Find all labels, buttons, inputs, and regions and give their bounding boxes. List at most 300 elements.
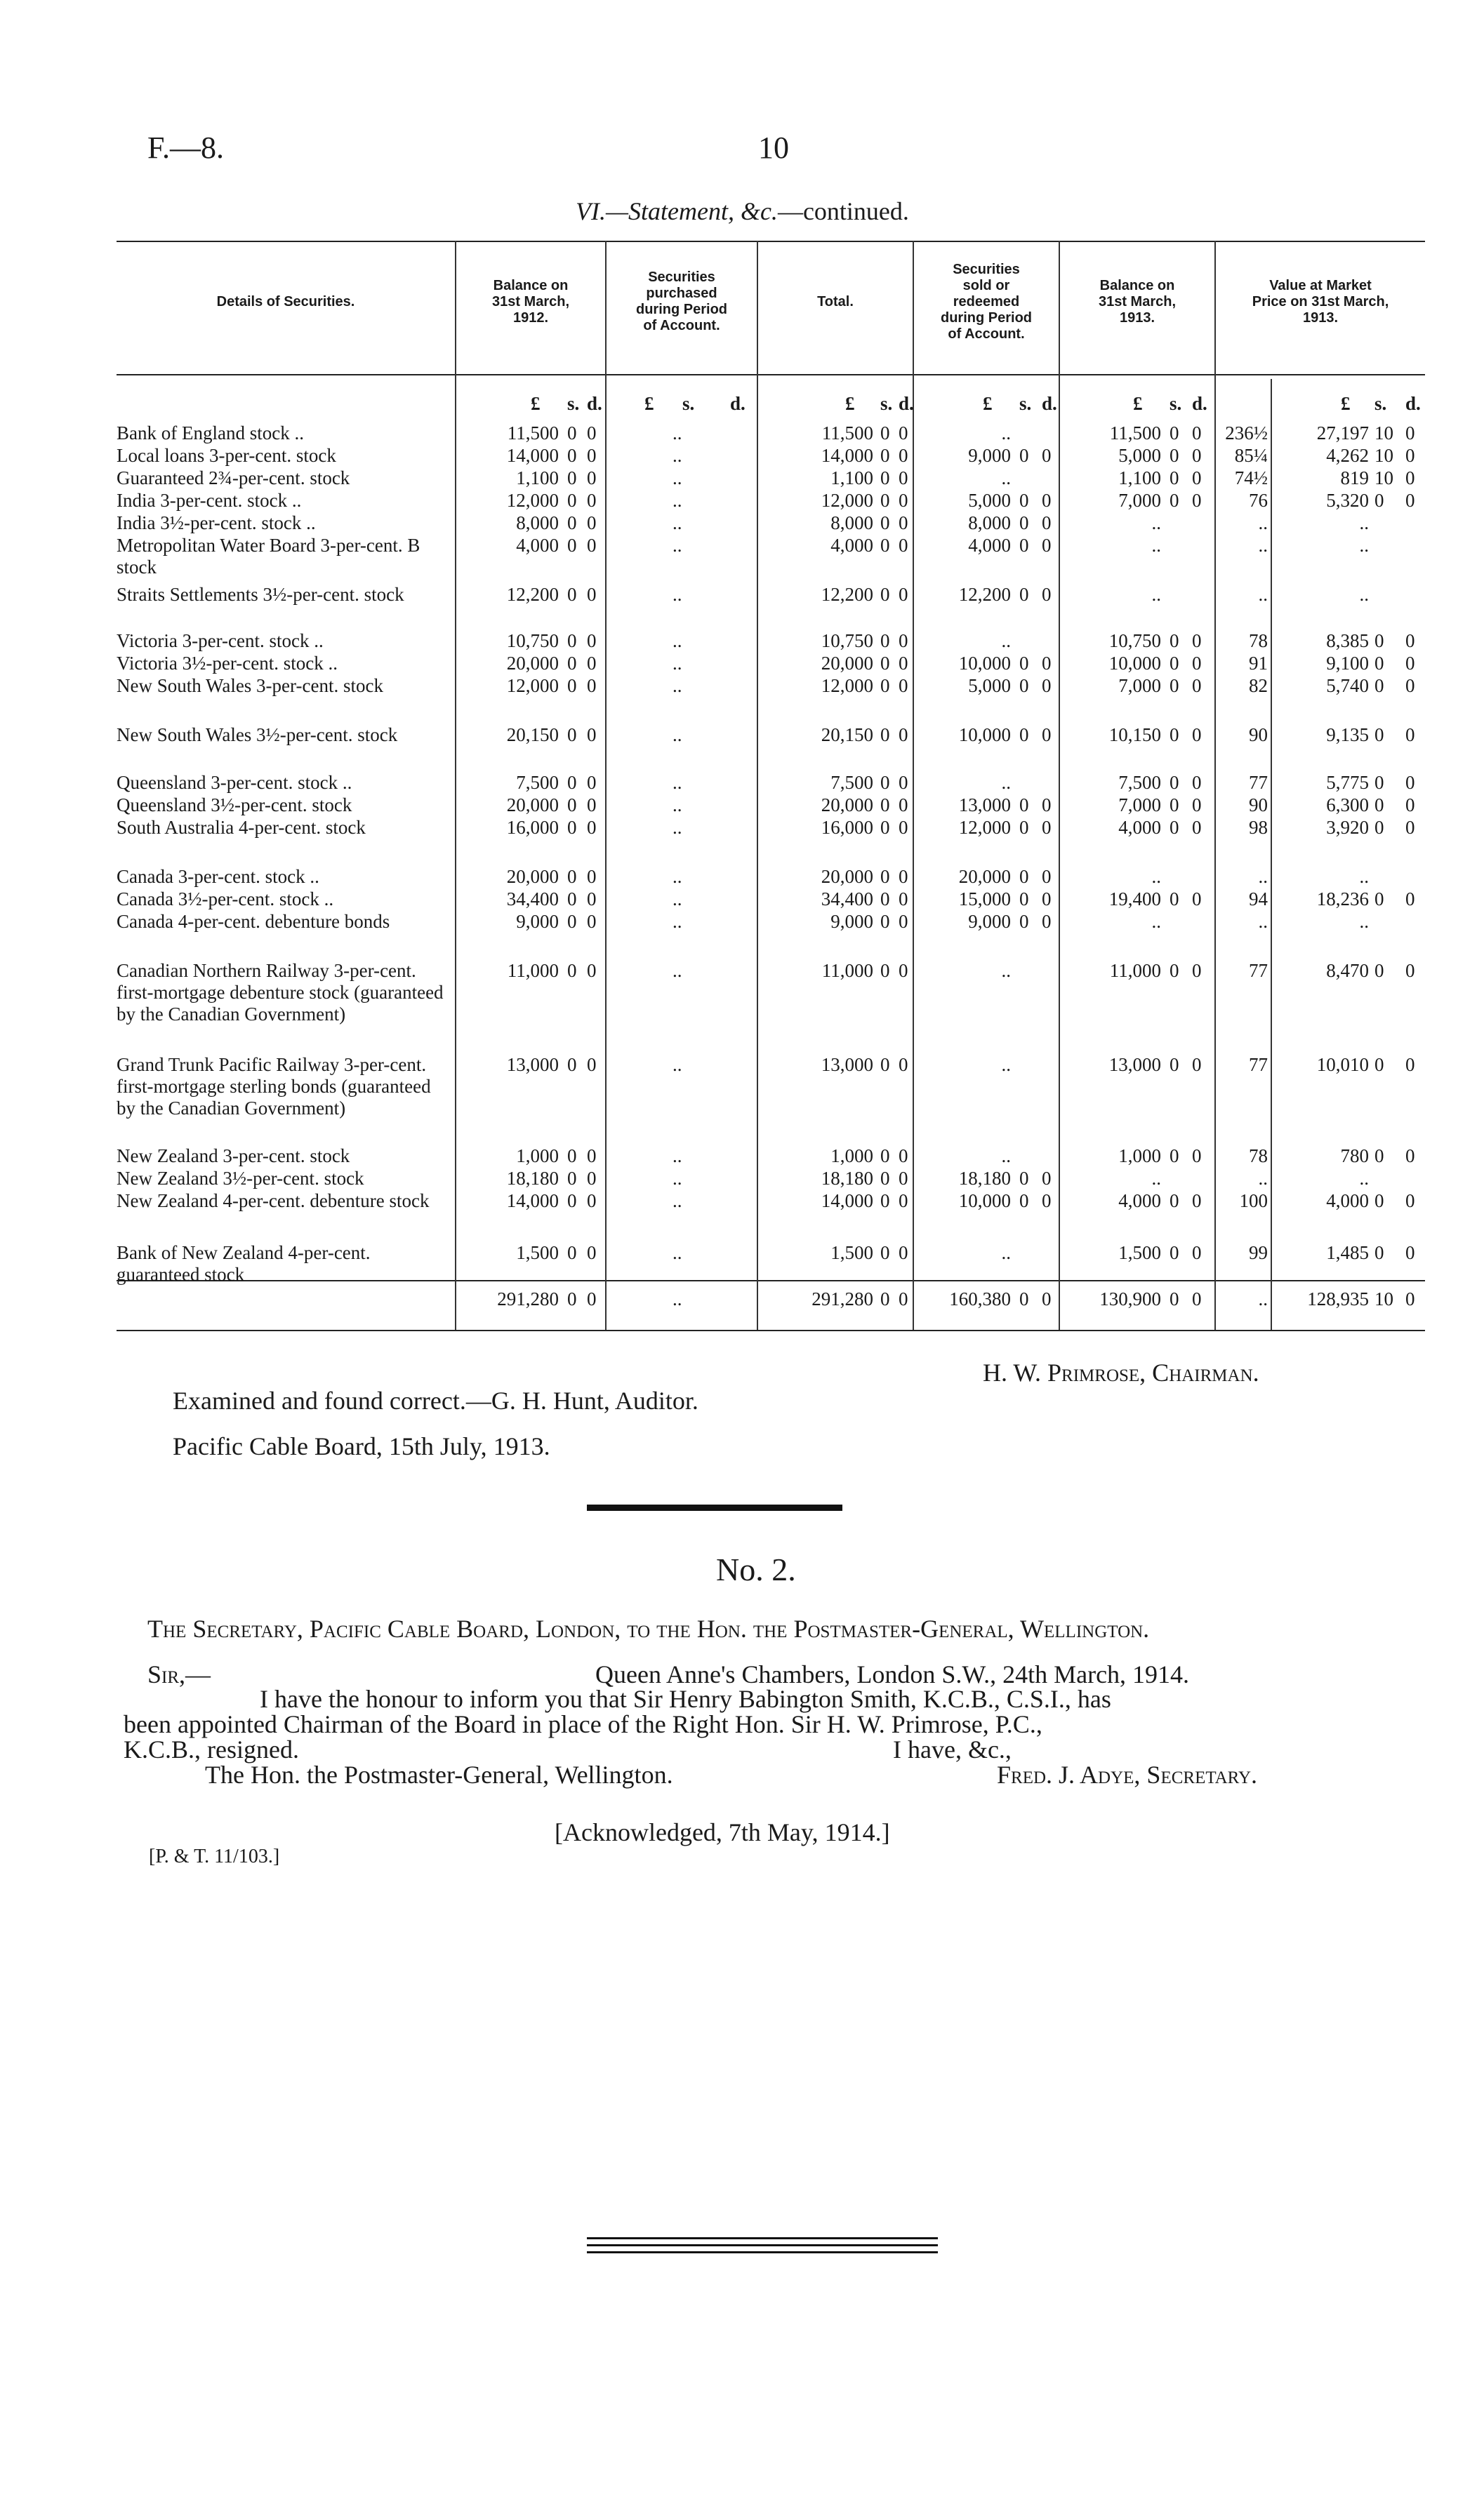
acknowledged-note: [Acknowledged, 7th May, 1914.]	[555, 1818, 890, 1846]
end-rule	[587, 2237, 938, 2239]
bal1913-pence: 0	[1192, 960, 1202, 981]
pence-unit: d.	[1405, 393, 1421, 414]
value-shillings: 0	[1374, 1054, 1384, 1075]
value-pounds: 5,740	[1326, 675, 1369, 696]
bal1912-pounds: 20,000	[506, 794, 559, 815]
total-pence: 0	[899, 535, 908, 556]
value-shillings: 0	[1374, 630, 1384, 651]
bal1912-total-pence: 0	[587, 1288, 597, 1309]
value-pounds: 1,485	[1326, 1242, 1369, 1263]
value-pounds: 10,010	[1316, 1054, 1369, 1075]
value-pounds: 4,262	[1326, 445, 1369, 466]
security-name: New Zealand 3½-per-cent. stock	[117, 1168, 364, 1189]
bal1912-pence: 0	[587, 1145, 597, 1166]
bal1912-shillings: 0	[567, 653, 577, 674]
salutation: Sir,—	[147, 1660, 211, 1688]
bal1912-pounds: 20,150	[506, 724, 559, 745]
total-pounds: 34,400	[821, 888, 873, 909]
sold-shillings: 0	[1019, 817, 1029, 838]
bal1913-pence: 0	[1192, 724, 1202, 745]
bal1913-pence: 0	[1192, 675, 1202, 696]
security-name: Queensland 3½-per-cent. stock	[117, 794, 352, 815]
total-pence: 0	[899, 490, 908, 511]
sold-total-pence: 0	[1042, 1288, 1052, 1309]
security-name: Guaranteed 2¾-per-cent. stock	[117, 467, 350, 488]
value-pence: 0	[1405, 422, 1415, 444]
bal1912-shillings: 0	[567, 866, 577, 887]
value-pounds: ..	[1359, 866, 1369, 887]
bal1913-pounds: 1,100	[1118, 467, 1161, 488]
purchased-value: ..	[673, 535, 682, 556]
market-price: ..	[1258, 866, 1268, 887]
bal1912-pence: 0	[587, 535, 597, 556]
total-shillings: 0	[880, 772, 890, 793]
security-name: Canada 3½-per-cent. stock ..	[117, 888, 334, 909]
total-pence: 0	[899, 630, 908, 651]
security-name: Bank of New Zealand 4-per-cent. guaranteed stock	[117, 1242, 371, 1285]
bal1912-pounds: 20,000	[506, 866, 559, 887]
letter-heading: The Secretary, Pacific Cable Board, London, to the Hon. the Postmaster-General, Wellington.	[147, 1615, 1150, 1643]
value-pounds: 9,135	[1326, 724, 1369, 745]
total-pence: 0	[899, 1242, 908, 1263]
purchased-value: ..	[673, 1168, 682, 1189]
header-sold: Securities sold or redeemed during Period of Account.	[941, 261, 1032, 342]
total-shillings: 0	[880, 960, 890, 981]
bal1913-pounds: 1,500	[1118, 1242, 1161, 1263]
sold-pence: 0	[1042, 724, 1052, 745]
bal1913-pounds: 11,500	[1109, 422, 1161, 444]
table-caption	[576, 196, 909, 226]
total-pence: 0	[899, 911, 908, 932]
total-shillings: 0	[880, 445, 890, 466]
sold-pounds: 10,000	[958, 653, 1011, 674]
pound-unit: £	[1133, 393, 1143, 414]
purchased-value: ..	[673, 584, 682, 605]
market-price: ..	[1258, 1168, 1268, 1189]
secretary-signature: Fred. J. Adye, Secretary.	[997, 1761, 1258, 1789]
purchased-value: ..	[673, 1054, 682, 1075]
total-shillings: 0	[880, 675, 890, 696]
total-shillings: 0	[880, 817, 890, 838]
total-pence: 0	[899, 1054, 908, 1075]
total-pence: 0	[899, 724, 908, 745]
bal1913-shillings: 0	[1170, 1145, 1179, 1166]
header-total: Total.	[817, 293, 854, 309]
bal1912-shillings: 0	[567, 535, 577, 556]
total-pounds: 12,000	[821, 490, 873, 511]
sold-pounds: 4,000	[968, 535, 1011, 556]
purchased-value: ..	[673, 794, 682, 815]
bal1912-pence: 0	[587, 817, 597, 838]
purchased-value: ..	[673, 512, 682, 533]
caption-italic: VI.—Statement, &c.	[576, 197, 778, 225]
total-pounds: 20,000	[821, 653, 873, 674]
total-shillings: 0	[880, 467, 890, 488]
bal1913-pounds: ..	[1151, 584, 1161, 605]
bal1913-shillings: 0	[1170, 1054, 1179, 1075]
total-pence: 0	[899, 467, 908, 488]
total-shillings: 0	[880, 490, 890, 511]
bal1912-pence: 0	[587, 794, 597, 815]
value-pounds: 6,300	[1326, 794, 1369, 815]
bal1912-shillings: 0	[567, 1242, 577, 1263]
bal1912-pence: 0	[587, 1190, 597, 1211]
value-pounds: 4,000	[1326, 1190, 1369, 1211]
sold-pounds: ..	[1001, 422, 1011, 444]
bal1912-shillings: 0	[567, 1190, 577, 1211]
purchased-value: ..	[673, 888, 682, 909]
total-pence: 0	[899, 422, 908, 444]
value-pence: 0	[1405, 490, 1415, 511]
bal1913-pence: 0	[1192, 817, 1202, 838]
sold-pounds: 9,000	[968, 911, 1011, 932]
sold-pounds: ..	[1001, 1145, 1011, 1166]
bal1913-pounds: ..	[1151, 535, 1161, 556]
bal1913-pounds: ..	[1151, 911, 1161, 932]
sold-pence: 0	[1042, 490, 1052, 511]
bal1912-shillings: 0	[567, 490, 577, 511]
sold-shillings: 0	[1019, 675, 1029, 696]
total-total-pounds: 291,280	[811, 1288, 873, 1309]
value-pence: 0	[1405, 772, 1415, 793]
total-pence: 0	[899, 866, 908, 887]
total-pounds: 14,000	[821, 445, 873, 466]
bal1913-shillings: 0	[1170, 817, 1179, 838]
document-reference: F.—8.	[147, 131, 224, 165]
bal1913-shillings: 0	[1170, 422, 1179, 444]
sold-pounds: 10,000	[958, 1190, 1011, 1211]
sold-pence: 0	[1042, 675, 1052, 696]
total-pounds: 16,000	[821, 817, 873, 838]
pence-unit: d.	[587, 393, 602, 414]
value-pounds: 8,385	[1326, 630, 1369, 651]
sold-pounds: 5,000	[968, 675, 1011, 696]
sender-address: Queen Anne's Chambers, London S.W., 24th March, 1914.	[595, 1660, 1190, 1688]
bal1913-pounds: 13,000	[1108, 1054, 1161, 1075]
shilling-unit: s.	[1019, 393, 1032, 414]
total-pounds: 20,150	[821, 724, 873, 745]
bal1912-pounds: 20,000	[506, 653, 559, 674]
bal1913-pounds: 1,000	[1118, 1145, 1161, 1166]
total-pounds: 10,750	[821, 630, 873, 651]
purchased-value: ..	[673, 1190, 682, 1211]
purchased-value: ..	[673, 490, 682, 511]
header-purchased: Securities purchased during Period of Account.	[636, 269, 727, 333]
sold-shillings: 0	[1019, 535, 1029, 556]
purchased-value: ..	[673, 630, 682, 651]
bal1912-pounds: 9,000	[516, 911, 559, 932]
bal1912-pence: 0	[587, 512, 597, 533]
market-price: ..	[1258, 512, 1268, 533]
bal1913-shillings: 0	[1170, 1242, 1179, 1263]
bal1913-pence: 0	[1192, 490, 1202, 511]
value-pence: 0	[1405, 817, 1415, 838]
value-pence: 0	[1405, 1242, 1415, 1263]
sold-pence: 0	[1042, 653, 1052, 674]
bal1912-pounds: 12,000	[506, 490, 559, 511]
purchased-value: ..	[673, 724, 682, 745]
sold-pounds: ..	[1001, 772, 1011, 793]
sold-shillings: 0	[1019, 490, 1029, 511]
market-price: 77	[1249, 1054, 1268, 1075]
total-pounds: 20,000	[821, 866, 873, 887]
bal1913-pence: 0	[1192, 422, 1202, 444]
value-shillings: 0	[1374, 817, 1384, 838]
value-total-pence: 0	[1405, 1288, 1415, 1309]
board-date: Pacific Cable Board, 15th July, 1913.	[173, 1432, 550, 1460]
sold-pence: 0	[1042, 866, 1052, 887]
value-pounds: 9,100	[1326, 653, 1369, 674]
sold-pounds: 13,000	[958, 794, 1011, 815]
bal1912-shillings: 0	[567, 911, 577, 932]
caption-continued: —continued.	[777, 197, 909, 225]
total-pounds: 12,200	[821, 584, 873, 605]
sold-pounds: ..	[1001, 960, 1011, 981]
total-pence: 0	[899, 888, 908, 909]
purchased-value: ..	[673, 675, 682, 696]
total-pence: 0	[899, 1190, 908, 1211]
column-divider	[1059, 241, 1060, 1330]
purchased-value: ..	[673, 1145, 682, 1166]
bal1913-total-pounds: 130,900	[1099, 1288, 1161, 1309]
market-price: 77	[1249, 772, 1268, 793]
bal1912-shillings: 0	[567, 888, 577, 909]
bal1912-shillings: 0	[567, 584, 577, 605]
bal1913-shillings: 0	[1170, 490, 1179, 511]
purchased-value: ..	[673, 1242, 682, 1263]
bal1913-pence: 0	[1192, 772, 1202, 793]
market-price: ..	[1258, 535, 1268, 556]
total-pounds: 9,000	[830, 911, 873, 932]
security-name: Metropolitan Water Board 3-per-cent. B stock	[117, 535, 420, 578]
security-name: Queensland 3-per-cent. stock ..	[117, 772, 352, 793]
total-shillings: 0	[880, 512, 890, 533]
bal1912-pounds: 12,000	[506, 675, 559, 696]
bal1913-pence: 0	[1192, 794, 1202, 815]
pence-unit: d.	[730, 393, 746, 414]
sold-pounds: 10,000	[958, 724, 1011, 745]
value-pence: 0	[1405, 888, 1415, 909]
total-pence: 0	[899, 794, 908, 815]
bal1913-pence: 0	[1192, 630, 1202, 651]
letter-closing: I have, &c.,	[893, 1735, 1012, 1764]
chairman-signature: H. W. Primrose, Chairman.	[983, 1359, 1259, 1387]
pound-unit: £	[531, 393, 541, 414]
value-pounds: 5,775	[1326, 772, 1369, 793]
bal1913-shillings: 0	[1170, 467, 1179, 488]
bal1912-shillings: 0	[567, 794, 577, 815]
total-pounds: 7,500	[830, 772, 873, 793]
value-shillings: 0	[1374, 772, 1384, 793]
header-market-value: Value at Market Price on 31st March, 1913.	[1252, 277, 1389, 326]
bal1912-shillings: 0	[567, 1145, 577, 1166]
bal1912-pence: 0	[587, 630, 597, 651]
bal1913-pounds: 5,000	[1118, 445, 1161, 466]
bal1913-pence: 0	[1192, 1242, 1202, 1263]
sold-pounds: ..	[1001, 630, 1011, 651]
bal1912-pounds: 11,000	[507, 960, 559, 981]
bal1913-shillings: 0	[1170, 960, 1179, 981]
bal1912-pounds: 7,500	[516, 772, 559, 793]
header-bottom-rule	[117, 374, 1425, 375]
bal1912-total-pounds: 291,280	[497, 1288, 559, 1309]
bal1913-pence: 0	[1192, 1145, 1202, 1166]
bal1912-total-shillings: 0	[567, 1288, 577, 1309]
bal1912-shillings: 0	[567, 445, 577, 466]
total-pounds: 18,180	[821, 1168, 873, 1189]
sold-pence: 0	[1042, 584, 1052, 605]
value-shillings: 0	[1374, 653, 1384, 674]
total-shillings: 0	[880, 794, 890, 815]
pound-unit: £	[1341, 393, 1351, 414]
bal1912-pence: 0	[587, 724, 597, 745]
bal1912-pounds: 10,750	[506, 630, 559, 651]
value-shillings: 0	[1374, 888, 1384, 909]
bal1913-shillings: 0	[1170, 1190, 1179, 1211]
header-details: Details of Securities.	[216, 293, 355, 309]
bal1912-pence: 0	[587, 1168, 597, 1189]
value-pence: 0	[1405, 960, 1415, 981]
total-pence: 0	[899, 675, 908, 696]
shilling-unit: s.	[1170, 393, 1182, 414]
value-shillings: 0	[1374, 960, 1384, 981]
sold-shillings: 0	[1019, 794, 1029, 815]
bal1912-pence: 0	[587, 675, 597, 696]
purchased-value: ..	[673, 653, 682, 674]
security-name: Canada 3-per-cent. stock ..	[117, 866, 319, 887]
bal1912-shillings: 0	[567, 422, 577, 444]
bal1913-total-pence: 0	[1192, 1288, 1202, 1309]
sold-pounds: 9,000	[968, 445, 1011, 466]
value-pence: 0	[1405, 1190, 1415, 1211]
total-pence: 0	[899, 1168, 908, 1189]
security-name: Victoria 3-per-cent. stock ..	[117, 630, 324, 651]
bal1912-pounds: 14,000	[506, 1190, 559, 1211]
total-pence: 0	[899, 960, 908, 981]
sold-total-shillings: 0	[1019, 1288, 1029, 1309]
market-price: 98	[1249, 817, 1268, 838]
purchased-value: ..	[673, 866, 682, 887]
market-price: 90	[1249, 794, 1268, 815]
bal1913-pence: 0	[1192, 1054, 1202, 1075]
bal1912-pounds: 13,000	[506, 1054, 559, 1075]
shilling-unit: s.	[1374, 393, 1387, 414]
sold-shillings: 0	[1019, 1190, 1029, 1211]
bal1913-pence: 0	[1192, 1190, 1202, 1211]
table-bottom-rule	[117, 1330, 1425, 1331]
bal1913-pounds: ..	[1151, 866, 1161, 887]
value-total-shillings: 10	[1374, 1288, 1393, 1309]
bal1912-shillings: 0	[567, 630, 577, 651]
bal1912-pounds: 34,400	[506, 888, 559, 909]
sold-pounds: 12,200	[958, 584, 1011, 605]
sold-pence: 0	[1042, 535, 1052, 556]
sold-pounds: 8,000	[968, 512, 1011, 533]
total-shillings: 0	[880, 911, 890, 932]
bal1913-shillings: 0	[1170, 724, 1179, 745]
value-pounds: ..	[1359, 584, 1369, 605]
section-divider	[587, 1505, 842, 1511]
bal1912-pounds: 12,200	[506, 584, 559, 605]
total-shillings: 0	[880, 653, 890, 674]
sold-pence: 0	[1042, 888, 1052, 909]
value-shillings: 10	[1374, 445, 1393, 466]
security-name: New Zealand 3-per-cent. stock	[117, 1145, 350, 1166]
value-shillings: 0	[1374, 724, 1384, 745]
sold-total-pounds: 160,380	[949, 1288, 1011, 1309]
value-pence: 0	[1405, 724, 1415, 745]
end-rule	[587, 2244, 938, 2246]
bal1912-pence: 0	[587, 888, 597, 909]
bal1913-pence: 0	[1192, 467, 1202, 488]
pence-unit: d.	[899, 393, 914, 414]
security-name: Grand Trunk Pacific Railway 3-per-cent. first-mortgage sterling bonds (guaranteed by the Canadian Government)	[117, 1054, 431, 1119]
letter-body-line: K.C.B., resigned.	[124, 1735, 299, 1764]
value-pence: 0	[1405, 467, 1415, 488]
bal1913-pounds: 4,000	[1118, 1190, 1161, 1211]
value-pounds: 780	[1340, 1145, 1369, 1166]
bal1912-pence: 0	[587, 467, 597, 488]
sold-shillings: 0	[1019, 512, 1029, 533]
market-price: 94	[1249, 888, 1268, 909]
bal1912-pounds: 14,000	[506, 445, 559, 466]
purchased-value: ..	[673, 817, 682, 838]
column-divider	[605, 241, 607, 1330]
security-name: New Zealand 4-per-cent. debenture stock	[117, 1190, 430, 1211]
total-pence: 0	[899, 817, 908, 838]
sold-shillings: 0	[1019, 653, 1029, 674]
market-price: 74½	[1234, 467, 1268, 488]
security-name: India 3½-per-cent. stock ..	[117, 512, 316, 533]
value-pounds: 819	[1340, 467, 1369, 488]
auditor-statement: Examined and found correct.—G. H. Hunt, Auditor.	[173, 1387, 698, 1415]
market-price: 91	[1249, 653, 1268, 674]
letter-body-line: I have the honour to inform you that Sir Henry Babington Smith, K.C.B., C.S.I., has	[260, 1685, 1111, 1713]
market-price: 76	[1249, 490, 1268, 511]
total-pounds: 4,000	[830, 535, 873, 556]
sold-pounds: ..	[1001, 1054, 1011, 1075]
letter-number: No. 2.	[716, 1552, 796, 1587]
sold-pence: 0	[1042, 817, 1052, 838]
bal1912-shillings: 0	[567, 960, 577, 981]
bal1912-pence: 0	[587, 445, 597, 466]
sold-pence: 0	[1042, 911, 1052, 932]
bal1913-pounds: 7,000	[1118, 794, 1161, 815]
bal1912-pence: 0	[587, 490, 597, 511]
total-pounds: 20,000	[821, 794, 873, 815]
value-pence: 0	[1405, 630, 1415, 651]
bal1913-pence: 0	[1192, 888, 1202, 909]
bal1912-pounds: 8,000	[516, 512, 559, 533]
sold-pounds: 5,000	[968, 490, 1011, 511]
security-name: South Australia 4-per-cent. stock	[117, 817, 366, 838]
bal1912-pounds: 4,000	[516, 535, 559, 556]
bal1912-pounds: 1,000	[516, 1145, 559, 1166]
value-pounds: ..	[1359, 535, 1369, 556]
total-pence: 0	[899, 772, 908, 793]
bal1913-total-shillings: 0	[1170, 1288, 1179, 1309]
letter-body-line: been appointed Chairman of the Board in place of the Right Hon. Sir H. W. Primrose, P.C.,	[124, 1710, 1042, 1738]
bal1912-shillings: 0	[567, 467, 577, 488]
bal1912-shillings: 0	[567, 724, 577, 745]
market-price: 90	[1249, 724, 1268, 745]
bal1912-pounds: 11,500	[507, 422, 559, 444]
pence-unit: d.	[1042, 393, 1057, 414]
shilling-unit: s.	[682, 393, 695, 414]
bal1912-pounds: 1,100	[516, 467, 559, 488]
value-shillings: 0	[1374, 1242, 1384, 1263]
bal1912-pounds: 1,500	[516, 1242, 559, 1263]
